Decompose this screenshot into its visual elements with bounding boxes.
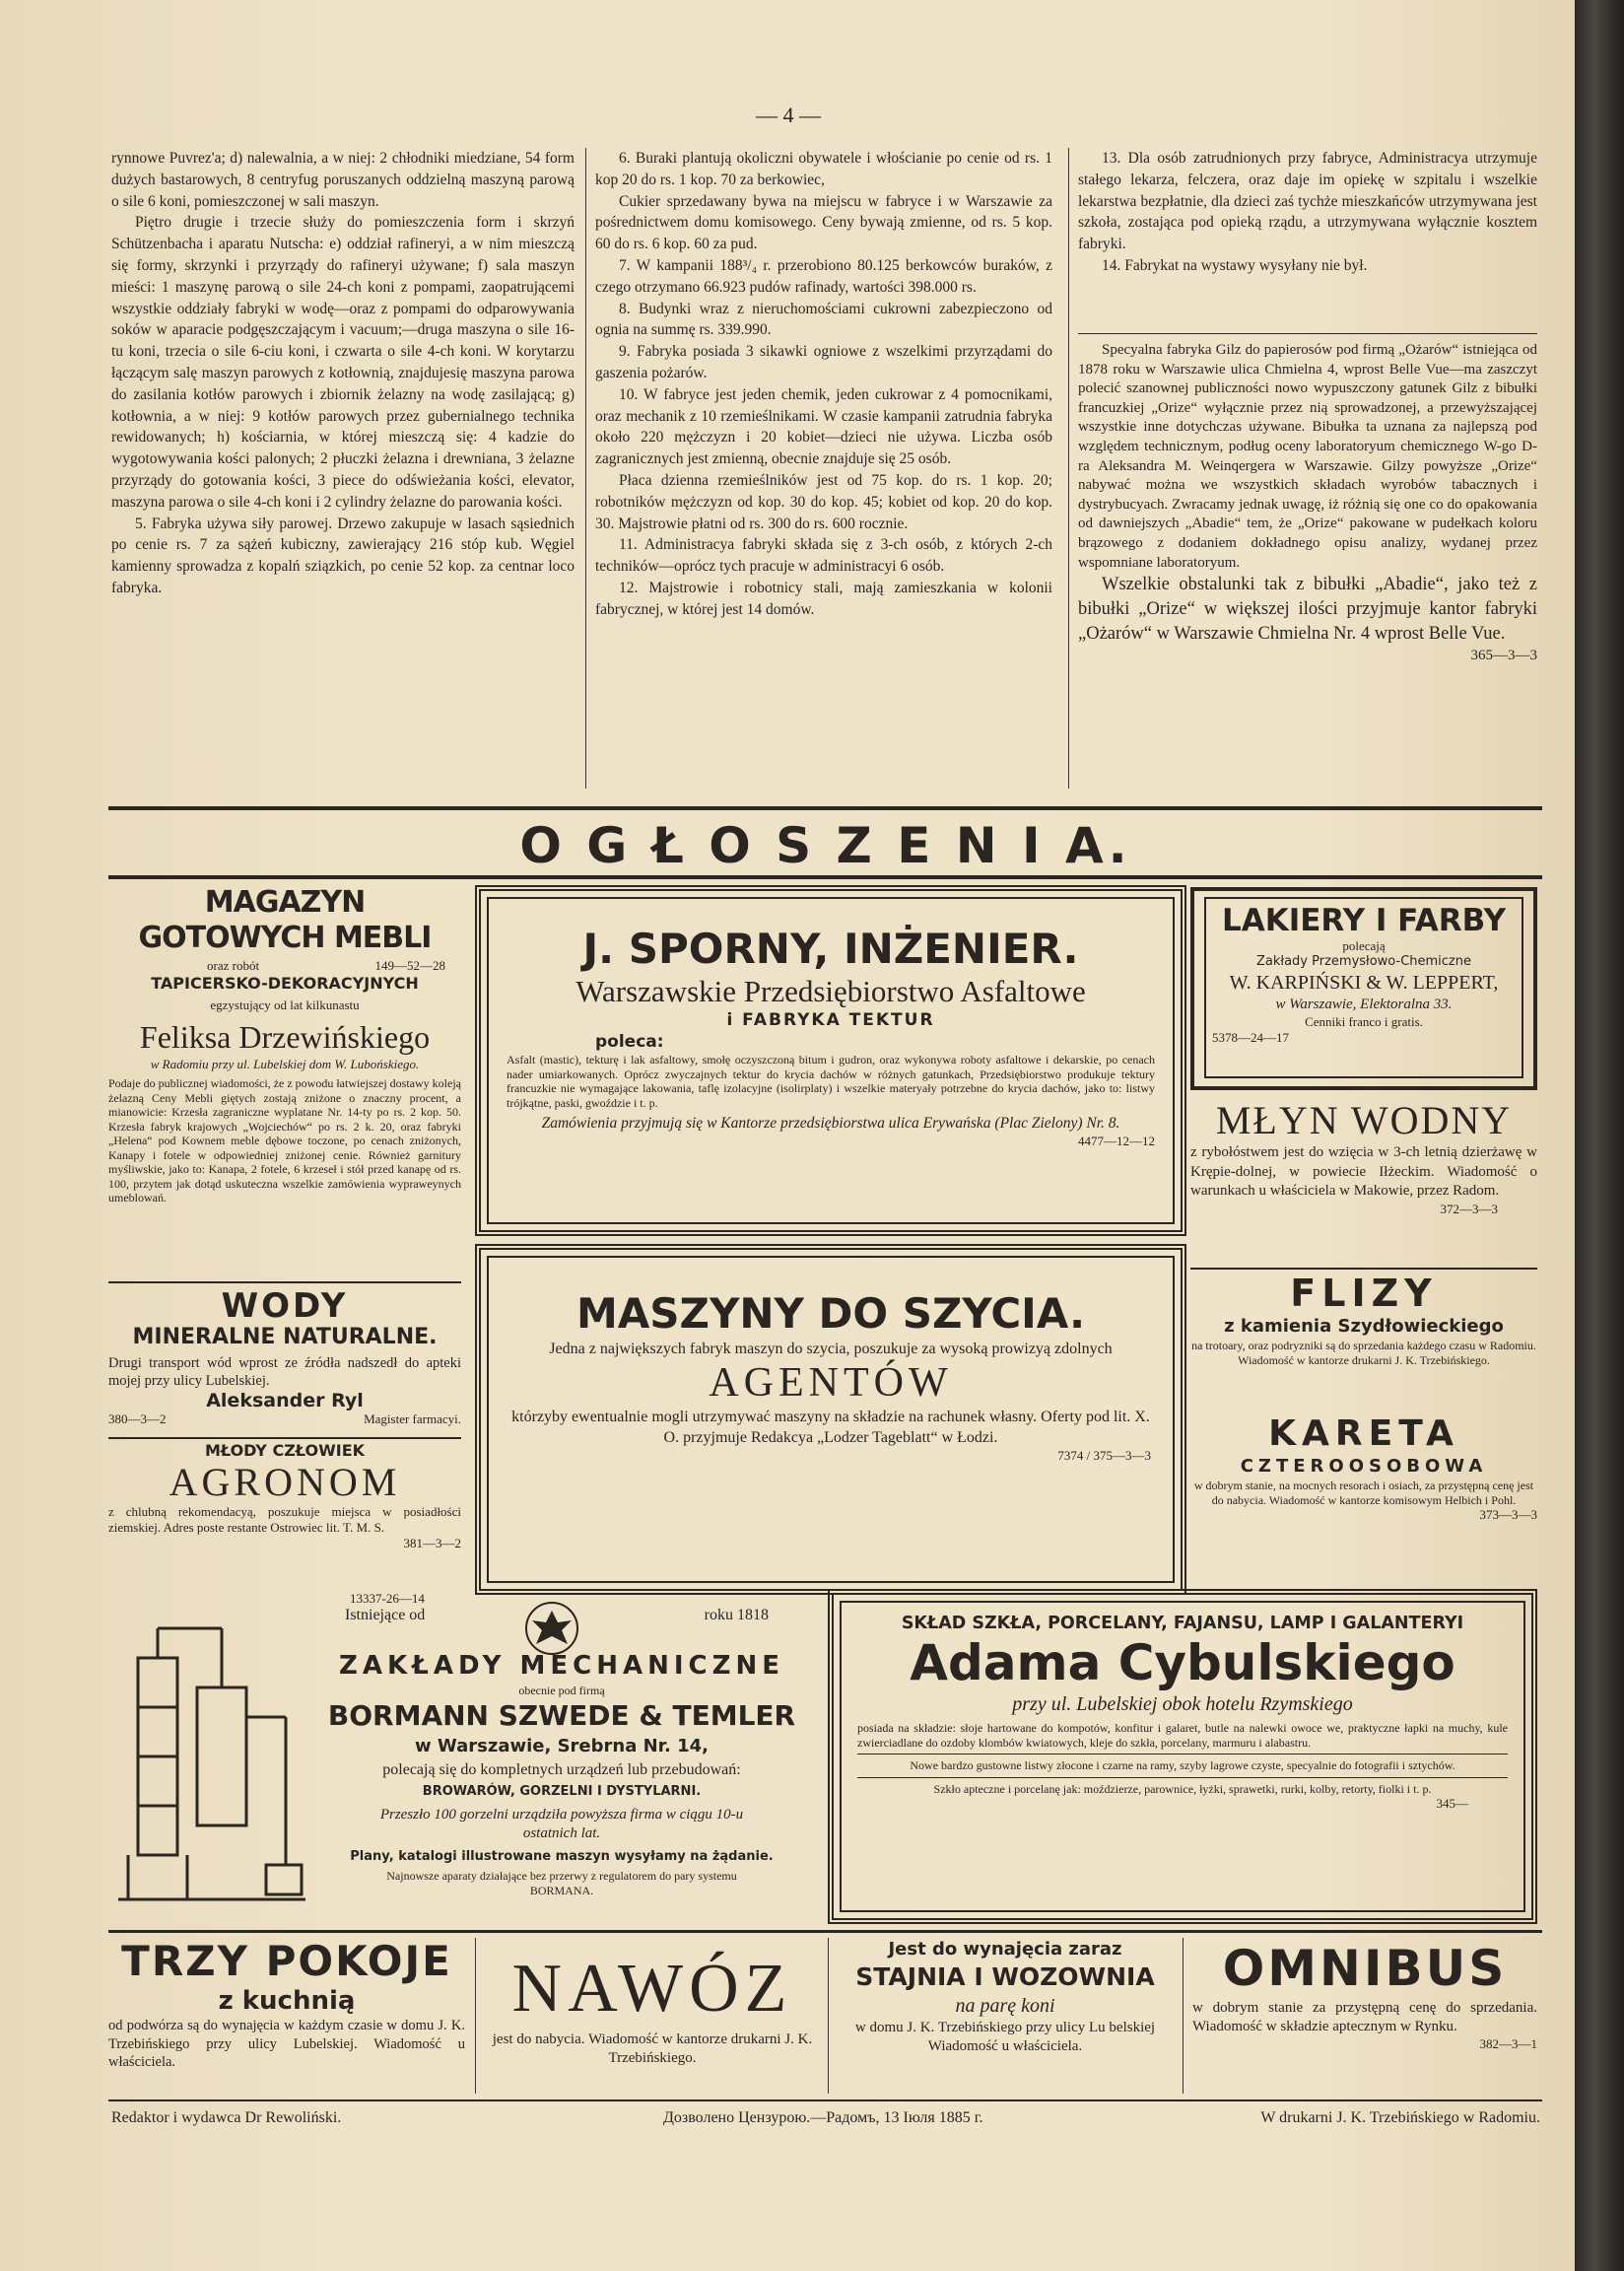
separator [108, 1930, 1542, 1933]
header-rule [108, 806, 1542, 810]
header-rule [108, 875, 1542, 879]
ad-number: 380—3—2 [108, 1411, 167, 1426]
column-divider [585, 148, 586, 789]
paragraph: 11. Administracya fabryki składa się z 3-ch osób, z których 2-ch techników—oprócz tych pracuje w administracyi 6 osób. [595, 536, 1052, 576]
ad-address: w Warszawie, Srebrna Nr. 14, [415, 1736, 709, 1756]
ad-line [108, 958, 461, 974]
ad-name: W. KARPIŃSKI & W. LEPPERT, [1229, 972, 1499, 994]
eagle-emblem-icon [522, 1599, 581, 1658]
footer-editor: Redaktor i wydawca Dr Rewoliński. [111, 2109, 342, 2126]
ad-title: TRZY POKOJE [121, 1937, 452, 1985]
ad-body: w dobrym stanie za przystępną cenę do sprzedania. Wiadomość w składzie aptecznym w Rynku. [1192, 2000, 1537, 2034]
ad-name: BORMANN SZWEDE & TEMLER [327, 1699, 796, 1732]
ad-line [108, 1411, 461, 1427]
ad-number: 7374 / 375—3—3 [1057, 1448, 1151, 1463]
ad-body: Jedna z największych fabryk maszyn do szycia, poszukuje za wysoką prowizyą zdolnych [549, 1341, 1113, 1357]
paragraph: 6. Buraki plantują okoliczni obywatele i włościanie po cenie od rs. 1 kop 20 do rs. 1 kop. 70 za berkowiec, [595, 150, 1052, 188]
ad-subtitle: CZTEROOSOBOWA [1240, 1456, 1488, 1477]
ad-number: 13337-26—14 [350, 1591, 425, 1606]
ad-number: 345— [1436, 1796, 1468, 1811]
footer-censor: Дозволено Цензурою.—Радомъ, 13 Іюля 1885 г. [663, 2109, 983, 2126]
ad-flizy [1190, 1272, 1537, 1410]
ad-body: Asfalt (mastic), tekturę i lak asfaltowy, smołę oczyszczoną bitum i gudron, oraz wykonywa roboty asfaltowe i dekarskie, po cenach nader umiarkowanych. Oprócz zwyczajnych tektur do krycia dachów w różnych gatunkach, Przedsiębiorstwo produkuje tektury francuzkie nie wymagające lakowania, taflę izolacyjne (isolirplaty) i wszelkie materyały potrzebne do krycia dachów, jako to: listwy trójkątne, paski, gwoździe i t. p. [507, 1053, 1155, 1110]
ad-omnibus [1192, 1938, 1537, 2096]
separator [108, 1281, 461, 1283]
ad-name: Aleksander Ryl [206, 1390, 364, 1411]
article-column-right [1078, 148, 1537, 277]
ad-wody [108, 1287, 461, 1433]
paragraph: 14. Fabrykat na wystawy wysyłany nie był. [1102, 256, 1368, 274]
ad-title: STAJNIA I WOZOWNIA [855, 1962, 1155, 1991]
column-divider [828, 1938, 829, 2094]
ad-number: 372—3—3 [1440, 1201, 1498, 1216]
ad-number: 365—3—3 [1470, 648, 1537, 664]
paragraph: 12. Majstrowie i robotnicy stali, mają zamieszkania w kolonii fabrycznej, w której jest 14 domów. [595, 579, 1052, 618]
ad-body: Podaje do publicznej wiadomości, że z powodu łatwiejszej dostawy koleją żelazną Ceny Mebli giętych zostają zniżone o znaczny procent, a mianowicie: Krzesła zagraniczne wyplatane Nr. 14-ty po rs. 2 kop. 50. Krzesła fabryk krajowych „Wojciechów“ po rs. 2 k. 20, oraz fabryki „Helena“ pod Kownem meble dębowe toczone, po cenach zniżonych, Kanapy i fotele w odpowiedniej zniżonej cenie. Również garnitury myśliwskie, jako to: Kanapa, 2 fotele, 6 krzeseł i stół przed kanapę od rs. 100, przytem jak dotąd uskuteczna wszelkie zamówienia wypraweynych umeblowań. [108, 1076, 461, 1204]
ad-text: Cenniki franco i gratis. [1305, 1014, 1423, 1029]
distillery-apparatus-icon [118, 1618, 305, 1914]
column-divider [1183, 1938, 1184, 2094]
ogloszenia-title: O G Ł O S Z E N I A. [519, 817, 1131, 874]
ad-body: w domu J. K. Trzebińskiego przy ulicy Lu belskiej Wiadomość u właściciela. [854, 2020, 1156, 2054]
ad-mlyn [1190, 1098, 1537, 1266]
gilz-advertisement [1078, 341, 1537, 666]
page-number: — 4 — [756, 103, 821, 127]
separator [857, 1754, 1508, 1755]
ad-pokoje [108, 1938, 465, 2096]
ad-title: LAKIERY I FARBY [1221, 903, 1507, 938]
binding-edge [1575, 0, 1624, 2271]
ad-heading: SKŁAD SZKŁA, PORCELANY, FAJANSU, LAMP I GALANTERYI [901, 1614, 1464, 1633]
ad-body: z rybołóstwem jest do wzięcia w 3-ch letnią dzierżawę w Krępie-dolnej, w powiecie Iłżeckim. Wiadomość o warunkach u właściciela w Makowie, przez Radom. [1190, 1144, 1537, 1199]
paragraph: 5. Fabryka używa siły parowej. Drzewo zakupuje w lasach sąsiednich po cenie rs. 7 za sążeń kubiczny, zawierający 216 stóp kub. Węgiel kamienny sprowadza z kopalń sziązkich, po cenie 52 kop. za centnar loco fabryka. [111, 515, 575, 596]
ad-number: 4477—12—12 [1078, 1134, 1155, 1148]
article-column-left [111, 148, 575, 599]
separator [1078, 333, 1537, 334]
ad-number: 381—3—2 [403, 1536, 461, 1550]
footer [111, 2105, 1540, 2133]
ad-text: egzystujący od lat kilkunastu [210, 998, 360, 1012]
paragraph: 13. Dla osób zatrudnionych przy fabryce, Administracya utrzymuje stałego lekarza, felczera, oraz daje im opiekę w szpitalu i wszelkie lekarstwa bezpłatnie, dla dzieci zaś tychże mieszkańców utrzymywana jest szkoła, zostająca pod opieką rządu, a utrzymywana wyłącznie kosztem fabryki. [1078, 150, 1537, 253]
paragraph: Cukier sprzedawany bywa na miejscu w fabryce i w Warszawie za pośrednictwem domu komisowego. Ceny bywają zmienne, od rs. 5 kop. 60 do rs. 6 kop. 60 za pud. [595, 192, 1052, 253]
ad-number: 149—52—28 [374, 958, 445, 973]
paragraph: 10. W fabryce jest jeden chemik, jeden cukrowar z 4 pomocnikami, oraz mechanik z 10 rzemieślnikami. W czasie kampanii zatrudnia fabryka około 220 mężczyzn i 20 kobiet—dzieci nie używa. Liczba osób zagranicznych jest zmienną, obecnie znajduje się 25 osób. [595, 385, 1052, 468]
separator [857, 1777, 1508, 1778]
ad-text: polecają [1342, 938, 1386, 953]
ad-body: którzyby ewentualnie mogli utrzymywać maszyny na składzie na rachunek własny. Oferty pod lit. X. O. przyjmuje Redakcya „Lodzer Tageblatt“ w Łodzi. [511, 1409, 1150, 1446]
ad-name: Feliksa Drzewińskiego [139, 1019, 431, 1055]
ad-agronom [108, 1441, 461, 1589]
ad-title: OMNIBUS [1222, 1940, 1508, 1997]
ad-body: w dobrym stanie, na mocnych resorach i osiach, za przystępną cenę jest do nabycia. Wiadomość w kantorze komisowym Helbich i Pohl. [1193, 1479, 1534, 1507]
ad-subtitle: na parę koni [955, 1995, 1055, 2017]
ad-title: MAGAZYN GOTOWYCH MEBLI [138, 885, 432, 955]
ad-title: J. SPORNY, INŻENIER. [582, 925, 1079, 973]
ad-text: BROWARÓW, GORZELNI I DYSTYLARNI. [422, 1784, 702, 1799]
paragraph: rynnowe Puvrez'a; d) nalewalnia, a w niej: 2 chłodniki miedziane, 54 form dużych bastarowych, 8 centryfug poruszanych oddzielną maszyną parową o sile 6 koni, pomieszczonej w sali maszyn. [111, 150, 575, 210]
ad-title: NAWÓZ [511, 1951, 793, 2027]
ad-body: jest do nabycia. Wiadomość w kantorze drukarni J. K. Trzebińskiego. [492, 2031, 813, 2066]
ad-subtitle: MINERALNE NATURALNE. [132, 1325, 438, 1349]
ad-kareta [1190, 1413, 1537, 1587]
footer-rule [108, 2099, 1542, 2101]
paragraph: 8. Budynki wraz z nieruchomościami cukrowni zabezpieczono od ognia na summę rs. 339.990. [595, 300, 1052, 339]
ad-text: roku 1818 [704, 1607, 769, 1623]
ad-subtitle: Warszawskie Przedsiębiorstwo Asfaltowe [575, 974, 1086, 1008]
ad-nawoz [485, 1938, 820, 2096]
ad-name: Adama Cybulskiego [910, 1634, 1455, 1691]
ad-text: Plany, katalogi illustrowane maszyn wysyłamy na żądanie. [350, 1849, 774, 1864]
ad-cybulski [828, 1589, 1537, 1924]
ad-title: WODY [221, 1286, 349, 1326]
ad-title: MŁYN WODNY [1215, 1098, 1513, 1142]
separator [108, 1437, 461, 1439]
ad-footer: Najnowsze aparaty działające bez przerwy z regulatorem do pary systemu BORMANA. [386, 1869, 737, 1897]
footer-printer: W drukarni J. K. Trzebińskiego w Radomiu. [1260, 2109, 1540, 2126]
ad-subtitle: i FABRYKA TEKTUR [726, 1010, 935, 1030]
ad-subtitle: z kamienia Szydłowieckiego [1224, 1316, 1504, 1337]
ad-body: polecają się do kompletnych urządzeń lub przebudowań: [382, 1761, 741, 1778]
paragraph: 7. W kampanii 188³/₄ r. przerobiono 80.125 berkowców buraków, z czego otrzymano 66.923 pudów rafinady, wartości 398.000 rs. [595, 256, 1052, 296]
ad-title: ZAKŁADY MECHANICZNE [339, 1651, 784, 1681]
ad-bormann [108, 1591, 818, 1926]
ad-body: posiada na składzie: słoje hartowane do kompotów, konfitur i galaret, butle na nalewki owoce we, praktyczne łapki na muchy, kule zwierciadlane do ozdoby klombów kwiatowych, kleje do szkła, porcelany, marmuru i alabastru. [857, 1721, 1508, 1750]
ad-text: Przeszło 100 gorzelni urządziła powyższa firma w ciągu 10-u ostatnich lat. [379, 1807, 744, 1841]
ad-address: w Radomiu przy ul. Lubelskiej dom W. Lubońskiego. [150, 1057, 420, 1071]
ad-stajnia [838, 1938, 1173, 2096]
ad-subtitle: z kuchnią [218, 1986, 356, 2016]
ad-text: Magister farmacyi. [364, 1411, 461, 1426]
ad-number: 373—3—3 [1479, 1507, 1537, 1522]
ad-address: w Warszawie, Elektoralna 33. [1275, 997, 1453, 1012]
ad-body: z chlubną rekomendacyą, poszukuje miejsca w posiadłości ziemskiej. Adres poste restante Ostrowiec lit. T. M. S. [108, 1504, 461, 1535]
ad-number: 382—3—1 [1479, 2036, 1537, 2051]
ad-heading: Jest do wynajęcia zaraz [888, 1939, 1122, 1960]
ad-body: od podwórza są do wynajęcia w każdym czasie w domu J. K. Trzebińskiego przy ulicy Lubelskiej. Wiadomość u właściciela. [108, 2018, 465, 2070]
paragraph: 9. Fabryka posiada 3 sikawki ogniowe z wszelkimi przyrządami do gaszenia pożarów. [595, 343, 1052, 381]
ad-meble [108, 885, 461, 1275]
ad-body: Nowe bardzo gustowne listwy złocone i czarne na ramy, szyby lagrowe czyste, specyalnie do fotografii i sztychów. [910, 1758, 1455, 1772]
ad-text: Zakłady Przemysłowo-Chemiczne [1255, 954, 1471, 969]
paragraph: Specyalna fabryka Gilz do papierosów pod firmą „Ożarów“ istniejąca od 1878 roku w Warszawie ulica Chmielna 4, wprost Belle Vue—ma zaszczyt polecić szanownej publiczności nowo wypuszczony gatunek Gilz z bibułki francuzkiej „Orize“ wyłącznie przez nią sprowadzonej, a przewyższającej wszystkie inne dotychczas używane. Bibułka ta uznana za najlepszą pod względem technicznym, podług oceny laboratoryum chemicznego W-go D-ra Aleksandra M. Weinqergera w Warszawie. Gilzy powyższe „Orize“ nabywać można we wszystkich składach wyrobów tabacznych i dystrybucyach. Zwracamy jednak uwagę, iż różnią się one co do opakowania od dawniejszych „Abadie“ tem, że „Orize“ pakowane w pudełkach koloru brązowego z dodaniem dokładnego opisu analizy, wydanej przez wspomniane laboratoryum. [1078, 342, 1537, 571]
ad-lakiery [1190, 887, 1537, 1090]
ad-number: 5378—24—17 [1212, 1030, 1289, 1045]
paragraph: Piętro drugie i trzecie służy do pomieszczenia form i skrzyń Schützenbacha i aparatu Nutscha: e) oddział rafineryi, a w nim mieszczą się formy, skrzynki i przyrządy do rafineryi używane; f) sala maszyn mieści: 1 maszynę parową o sile 24-ch koni z pompami, zaopatrującemi wszystkie oddziały fabryki w wodę—oraz z pompami do odparowywania soków w aparacie podgęszczającym i vacuum;—druga maszyna o sile 16-tu koni, trzecia o sile 6-ciu koni, i czwarta o sile 4-ch koni. W korytarzu łączącym salę maszyn parowych z kotłownią, znajdujesię maszyna parowa do zasilania kotłów parowych i zbiornik żelazny na wodę zasilającą; g) kotłownia, a w niej: 9 kotłów parowych przez gubernialnego technika rewidowanych; h) kościarnia, w której mieszczą się: 4 kadzie do wygotowywania kości palonych; 2 płuczki żelazna i drewniana, 3 żelazne przyrządy do gotowania kości, 3 piece do odświeżania kości, elevator, maszyna parowa o sile 4-ch koni i 2 cylindry żelazne do parowania kości. [111, 214, 575, 511]
ad-inner-frame [1204, 897, 1523, 1078]
ad-text: poleca: [595, 1032, 664, 1052]
ad-title: FLIZY [1290, 1272, 1438, 1315]
ad-title: AGRONOM [169, 1460, 401, 1504]
column-divider [475, 1938, 476, 2094]
ad-text: Istniejące od [345, 1607, 426, 1623]
article-column-middle [595, 148, 1052, 621]
ad-title: AGENTÓW [709, 1360, 953, 1406]
ad-title: KARETA [1268, 1413, 1459, 1454]
ad-title: MASZYNY DO SZYCIA. [575, 1289, 1086, 1338]
paragraph: Wszelkie obstalunki tak z bibułki „Abadie“, jako też z bibułki „Orize“ w większej ilości przyjmuje kantor fabryki „Ożarów“ w Warszawie Chmielna Nr. 4 wprost Belle Vue. [1078, 575, 1537, 645]
separator [1190, 1268, 1537, 1270]
ad-text: obecnie pod firmą [518, 1684, 605, 1697]
ad-maszyny [475, 1244, 1186, 1595]
ad-text: oraz robót [207, 958, 260, 973]
ad-body: Szkło apteczne i porcelanę jak: moździerze, parownice, łyżki, sprawetki, rurki, kolby, retorty, fiolki i t. p. [933, 1781, 1432, 1796]
ad-footer: Zamówienia przyjmują się w Kantorze przedsiębiorstwa ulica Erywańska (Plac Zielony) Nr. 8. [541, 1115, 1120, 1132]
paragraph: Płaca dzienna rzemieślników jest od 75 kop. do rs. 1 kop. 20; robotników mężczyzn od kop. 30 do kop. 45; kobiet od kop. 20 do kop. 30. Majstrowie płatni od rs. 300 do rs. 600 rocznie. [595, 471, 1052, 532]
ad-body: Drugi transport wód wprost ze źródła nadszedł do apteki mojej przy ulicy Lubelskiej. [108, 1355, 461, 1389]
column-divider [1068, 148, 1069, 789]
ad-subtitle: TAPICERSKO-DEKORACYJNYCH [151, 974, 419, 993]
ad-address: przy ul. Lubelskiej obok hotelu Rzymskiego [1012, 1693, 1353, 1715]
ad-heading: MŁODY CZŁOWIEK [204, 1441, 366, 1460]
ad-sporny [475, 885, 1186, 1236]
ad-body: na trotoary, oraz podryzniki są do sprzedania każdego czasu w Radomiu. Wiadomość w kantorze drukarni J. K. Trzebińskiego. [1191, 1339, 1536, 1367]
